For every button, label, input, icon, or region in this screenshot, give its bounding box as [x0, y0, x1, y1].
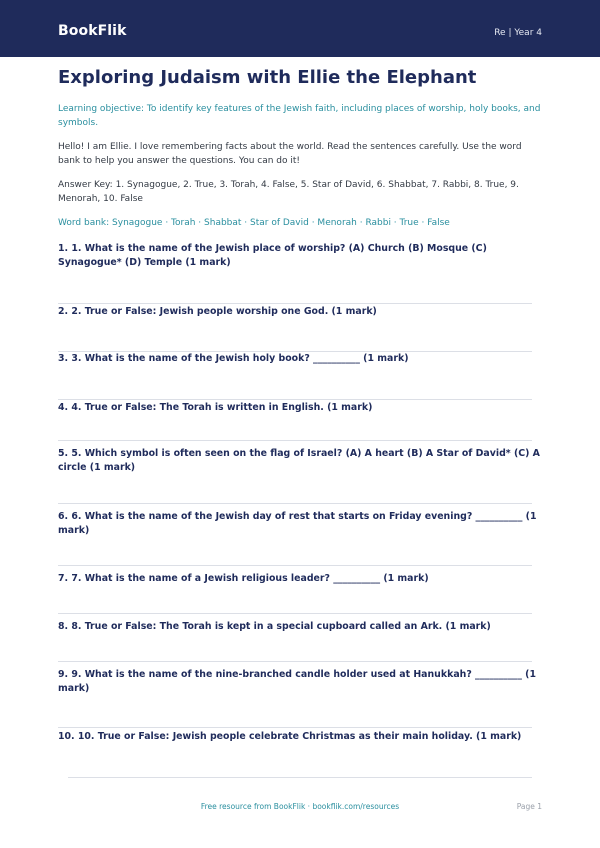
question-6: 6. 6. What is the name of the Jewish day of rest that starts on Friday evening? __________ (1 mark): [58, 511, 537, 536]
worksheet-content: [58, 62, 542, 230]
page-title: Exploring Judaism with Ellie the Elephant: [58, 67, 477, 88]
question-8: 8. 8. True or False: The Torah is kept in a special cupboard called an Ark. (1 mark): [58, 621, 491, 632]
answer-line-7: [58, 613, 532, 614]
header-meta: Re | Year 4: [494, 28, 542, 38]
question-1: 1. 1. What is the name of the Jewish place of worship? (A) Church (B) Mosque (C) Synagogue* (D) Temple (1 mark): [58, 243, 487, 268]
footer-text[interactable]: Free resource from BookFlik · bookflik.com/resources: [200, 802, 400, 811]
learning-objective: Learning objective: To identify key features of the Jewish faith, including places of worship, holy books, and symbols.: [58, 104, 541, 128]
word-bank: Word bank: Synagogue · Torah · Shabbat · Star of David · Menorah · Rabbi · True · False: [58, 218, 450, 228]
question-4: 4. 4. True or False: The Torah is written in English. (1 mark): [58, 402, 373, 413]
answer-line-1: [58, 303, 532, 304]
question-9: 9. 9. What is the name of the nine-branched candle holder used at Hanukkah? __________ (1 mark): [58, 669, 536, 694]
page-number: Page 1: [516, 802, 542, 811]
answer-line-8: [58, 661, 532, 662]
question-5: 5. 5. Which symbol is often seen on the flag of Israel? (A) A heart (B) A Star of David* (C) A circle (1 mark): [58, 448, 540, 473]
footer-divider: [68, 777, 532, 778]
answer-line-9: [58, 727, 532, 728]
intro-text: Hello! I am Ellie. I love remembering facts about the world. Read the sentences carefully. Use the word bank to help you answer the questions. You can do it!: [58, 142, 522, 166]
answer-line-5: [58, 503, 532, 504]
answer-line-3: [58, 399, 532, 400]
question-3: 3. 3. What is the name of the Jewish holy book? __________ (1 mark): [58, 353, 409, 364]
answer-line-6: [58, 565, 532, 566]
question-2: 2. 2. True or False: Jewish people worship one God. (1 mark): [58, 306, 377, 317]
brand-logo-text[interactable]: BookFlik: [58, 23, 127, 39]
question-7: 7. 7. What is the name of a Jewish religious leader? __________ (1 mark): [58, 573, 429, 584]
answer-key: Answer Key: 1. Synagogue, 2. True, 3. Torah, 4. False, 5. Star of David, 6. Shabbat, 7. Rabbi, 8. True, 9. Menorah, 10. False: [58, 180, 519, 204]
question-10: 10. 10. True or False: Jewish people celebrate Christmas as their main holiday. (1 mark): [58, 731, 522, 742]
header-bar: [0, 0, 600, 57]
answer-line-4: [58, 440, 532, 441]
